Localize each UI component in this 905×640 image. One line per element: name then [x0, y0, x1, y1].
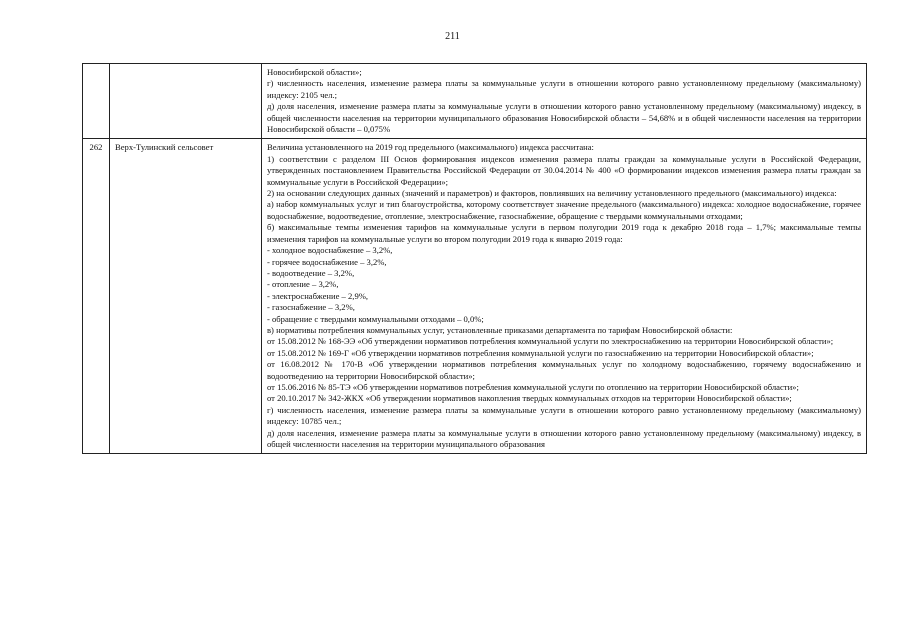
- row-number-cell: 262: [83, 139, 110, 454]
- list-item: - холодное водоснабжение – 3,2%,: [267, 245, 393, 256]
- page-number: 211: [445, 31, 460, 42]
- index-table: [82, 63, 867, 454]
- text-line: Величина установленного на 2019 год предельного (максимального) индекса рассчитана:: [267, 142, 594, 153]
- text-line: 2) на основании следующих данных (значений и параметров) и факторов, повлиявших на величину установленного предельного (максимального) индекса:: [267, 188, 837, 199]
- row-number-cell: [83, 64, 110, 139]
- text-line: д) доля населения, изменение размера платы за коммунальные услуги в отношении которого равно установленному предельному (максимальному) индексу, в общей численности населения на территории муниципального образования Новосибирской области – 54,68% и в общей численности населения на территории Новосибирской области – 0,075%: [267, 101, 861, 135]
- description-cell: [262, 139, 867, 454]
- text-line: в) нормативы потребления коммунальных услуг, установленные приказами департамента по тарифам Новосибирской области:: [267, 324, 733, 335]
- text-line: от 15.06.2016 № 85-ТЭ «Об утверждении нормативов потребления коммунальной услуги по отоплению на территории Новосибирской области»;: [267, 381, 799, 392]
- list-item: - отопление – 3,2%,: [267, 279, 339, 290]
- text-line: от 15.08.2012 № 169-Г «Об утверждении нормативов потребления коммунальной услуги по газоснабжению на территории Новосибирской области»;: [267, 347, 814, 358]
- list-item: - газоснабжение – 3,2%,: [267, 302, 355, 313]
- text-line: г) численность населения, изменение размера платы за коммунальные услуги в отношении которого равно установленному предельному (максимальному) индексу: 2105 чел.;: [267, 78, 861, 100]
- text-line: от 16.08.2012 № 170-В «Об утверждении нормативов потребления коммунальных услуг по холодному водоснабжению, горячему водоснабжению и водоотведению на территории Новосибирской области»;: [267, 359, 861, 381]
- municipality-cell: Верх-Тулинский сельсовет: [110, 139, 262, 454]
- municipality-cell: [110, 64, 262, 139]
- text-line: Новосибирской области»;: [267, 67, 362, 77]
- list-item: - водоотведение – 3,2%,: [267, 267, 355, 278]
- table-row: [83, 139, 867, 454]
- list-item: - горячее водоснабжение – 3,2%,: [267, 256, 387, 267]
- text-line: от 20.10.2017 № 342-ЖКХ «Об утверждении нормативов накопления твердых коммунальных отходов на территории Новосибирской области»;: [267, 393, 792, 404]
- text-line: 1) соответствии с разделом III Основ формирования индексов изменения размера платы граждан за коммунальные услуги в Российской Федерации, утвержденных постановлением Правительства Российской Федерации от 30.04.2014 № 400 «О формировании индексов изменения размера платы граждан за коммунальные услуги в Российской Федерации»;: [267, 153, 861, 187]
- text-line: от 15.08.2012 № 168-ЭЭ «Об утверждении нормативов потребления коммунальной услуги по электроснабжению на территории Новосибирской области»;: [267, 336, 834, 347]
- description-cell: [262, 64, 867, 139]
- text-line: г) численность населения, изменение размера платы за коммунальные услуги в отношении которого равно установленному предельному (максимальному) индексу: 10785 чел.;: [267, 404, 861, 427]
- table-row: [83, 64, 867, 139]
- list-item: - электроснабжение – 2,9%,: [267, 290, 369, 301]
- list-item: - обращение с твердыми коммунальными отходами – 0,0%;: [267, 313, 484, 324]
- text-line: д) доля населения, изменение размера платы за коммунальные услуги в отношении которого равно установленному предельному (максимальному) индексу, в общей численности населения на территории муниципального образования: [267, 427, 861, 449]
- text-line: а) набор коммунальных услуг и тип благоустройства, которому соответствует значение предельного (максимального) индекса: холодное водоснабжение, горячее водоснабжение, водоотведение, отопление, электроснабжение, газоснабжение, обращение с твердыми коммунальными отходами;: [267, 199, 861, 221]
- text-line: б) максимальные темпы изменения тарифов на коммунальные услуги в первом полугодии 2019 года к декабрю 2018 года – 1,7%; максимальные темпы изменения тарифов на коммунальные услуги во втором полугодии 2019 года к январю 2019 года:: [267, 222, 861, 244]
